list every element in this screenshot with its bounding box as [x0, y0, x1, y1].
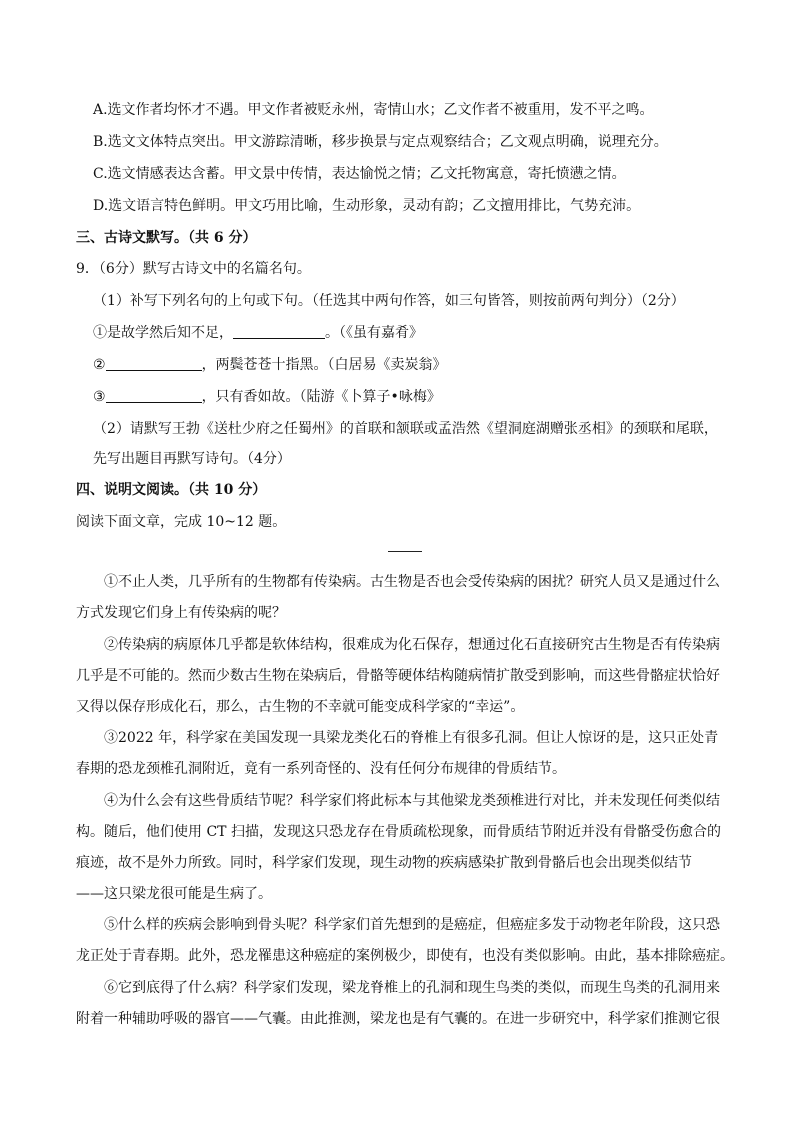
paragraph-4-line-1: ④为什么会有这些骨质结节呢？科学家们将此标本与其他梁龙类颈椎进行对比，并未发现任何类似结: [104, 793, 720, 809]
answer-blank-3[interactable]: [106, 388, 202, 403]
section4-heading: 四、说明文阅读。（共 10 分）: [76, 482, 267, 498]
recite-item-2-pre: ②: [93, 357, 106, 373]
paragraph-4-line-2: 构。随后，他们使用 CT 扫描，发现这只恐龙存在骨质疏松现象，而骨质结节附近并没有骨骼受伤愈合的: [76, 824, 721, 840]
paragraph-6-line-1: ⑥它到底得了什么病？科学家们发现，梁龙脊椎上的孔洞和现生鸟类的类似，而现生鸟类的孔洞用来: [104, 980, 720, 996]
section3-heading: 三、古诗文默写。（共 6 分）: [76, 230, 257, 246]
recite-item-3: [93, 388, 441, 406]
answer-blank-2[interactable]: [106, 356, 202, 371]
question-9-sub1: （1）补写下列名句的上句或下句。（任选其中两句作答，如三句皆答，则按前两句判分）（2分）: [93, 293, 685, 309]
recite-item-3-post: ，只有香如故。（陆游《卜算子•咏梅》: [201, 389, 441, 405]
option-b: B.选文文体特点突出。甲文游踪清晰，移步换景与定点观察结合；乙文观点明确，说理充分。: [93, 134, 668, 150]
paragraph-2-line-2: 几乎是不可能的。然而少数古生物在染病后，骨骼等硬体结构随病情扩散受到影响，而这些骨骼症状恰好: [76, 668, 720, 684]
option-a: A.选文作者均怀才不遇。甲文作者被贬永州，寄情山水；乙文作者不被重用，发不平之鸣。: [93, 102, 654, 118]
recite-item-2: [93, 356, 447, 374]
paragraph-1-line-1: ①不止人类，几乎所有的生物都有传染病。古生物是否也会受传染病的困扰？研究人员又是通过什么: [104, 574, 720, 590]
recite-item-3-pre: ③: [93, 389, 106, 405]
recite-item-1: [93, 324, 423, 342]
recite-item-2-post: ，两鬓苍苍十指黑。（白居易《卖炭翁》: [201, 357, 447, 373]
option-c: C.选文情感表达含蓄。甲文景中传情，表达愉悦之情；乙文托物寓意，寄托愤懑之情。: [93, 166, 626, 182]
paragraph-4-line-3: 痕迹，故不是外力所致。同时，科学家们发现，现生动物的疾病感染扩散到骨骼后也会出现类似结节: [76, 855, 692, 871]
answer-blank-1[interactable]: [233, 324, 325, 339]
option-d: D.选文语言特色鲜明。甲文巧用比喻，生动形象，灵动有韵；乙文擅用排比，气势充沛。: [93, 198, 641, 214]
article-title-blank: [388, 551, 422, 552]
paragraph-1-line-2: 方式发现它们身上有传染病的呢？: [76, 605, 286, 621]
paragraph-5-line-1: ⑤什么样的疾病会影响到骨头呢？科学家们首先想到的是癌症，但癌症多发于动物老年阶段，这只恐: [104, 917, 720, 933]
question-9-sub2-line1: （2）请默写王勃《送杜少府之任蜀州》的首联和颔联或孟浩然《望洞庭湖赠张丞相》的颈联和尾联，: [93, 421, 718, 437]
recite-item-1-post: 。（《虽有嘉肴》: [325, 325, 423, 341]
paragraph-4-line-4: ——这只梁龙很可能是生病了。: [76, 886, 272, 902]
question-9: 9．（6分）默写古诗文中的名篇名句。: [76, 261, 311, 277]
reading-instruction: 阅读下面文章，完成 10~12 题。: [76, 514, 287, 530]
paragraph-5-line-2: 龙正处于青春期。此外，恐龙罹患这种癌症的案例极少，即使有，也没有类似影响。由此，基本排除癌症。: [76, 948, 734, 964]
paragraph-3-line-2: 春期的恐龙颈椎孔洞附近，竟有一系列奇怪的、没有任何分布规律的骨质结节。: [76, 761, 566, 777]
question-9-sub2-line2: 先写出题目再默写诗句。（4分）: [93, 451, 291, 467]
paragraph-3-line-1: ③2022 年，科学家在美国发现一具梁龙类化石的脊椎上有很多孔洞。但让人惊讶的是，这只正处青: [104, 730, 719, 746]
recite-item-1-pre: ①是故学然后知不足，: [93, 325, 233, 341]
paragraph-2-line-1: ②传染病的病原体几乎都是软体结构，很难成为化石保存，想通过化石直接研究古生物是否有传染病: [104, 637, 720, 653]
paragraph-6-line-2: 附着一种辅助呼吸的器官——气囊。由此推测，梁龙也是有气囊的。在进一步研究中，科学家们推测它很: [76, 1011, 720, 1027]
paragraph-2-line-3: 又得以保存形成化石，那么，古生物的不幸就可能变成科学家的“幸运”。: [76, 699, 525, 715]
